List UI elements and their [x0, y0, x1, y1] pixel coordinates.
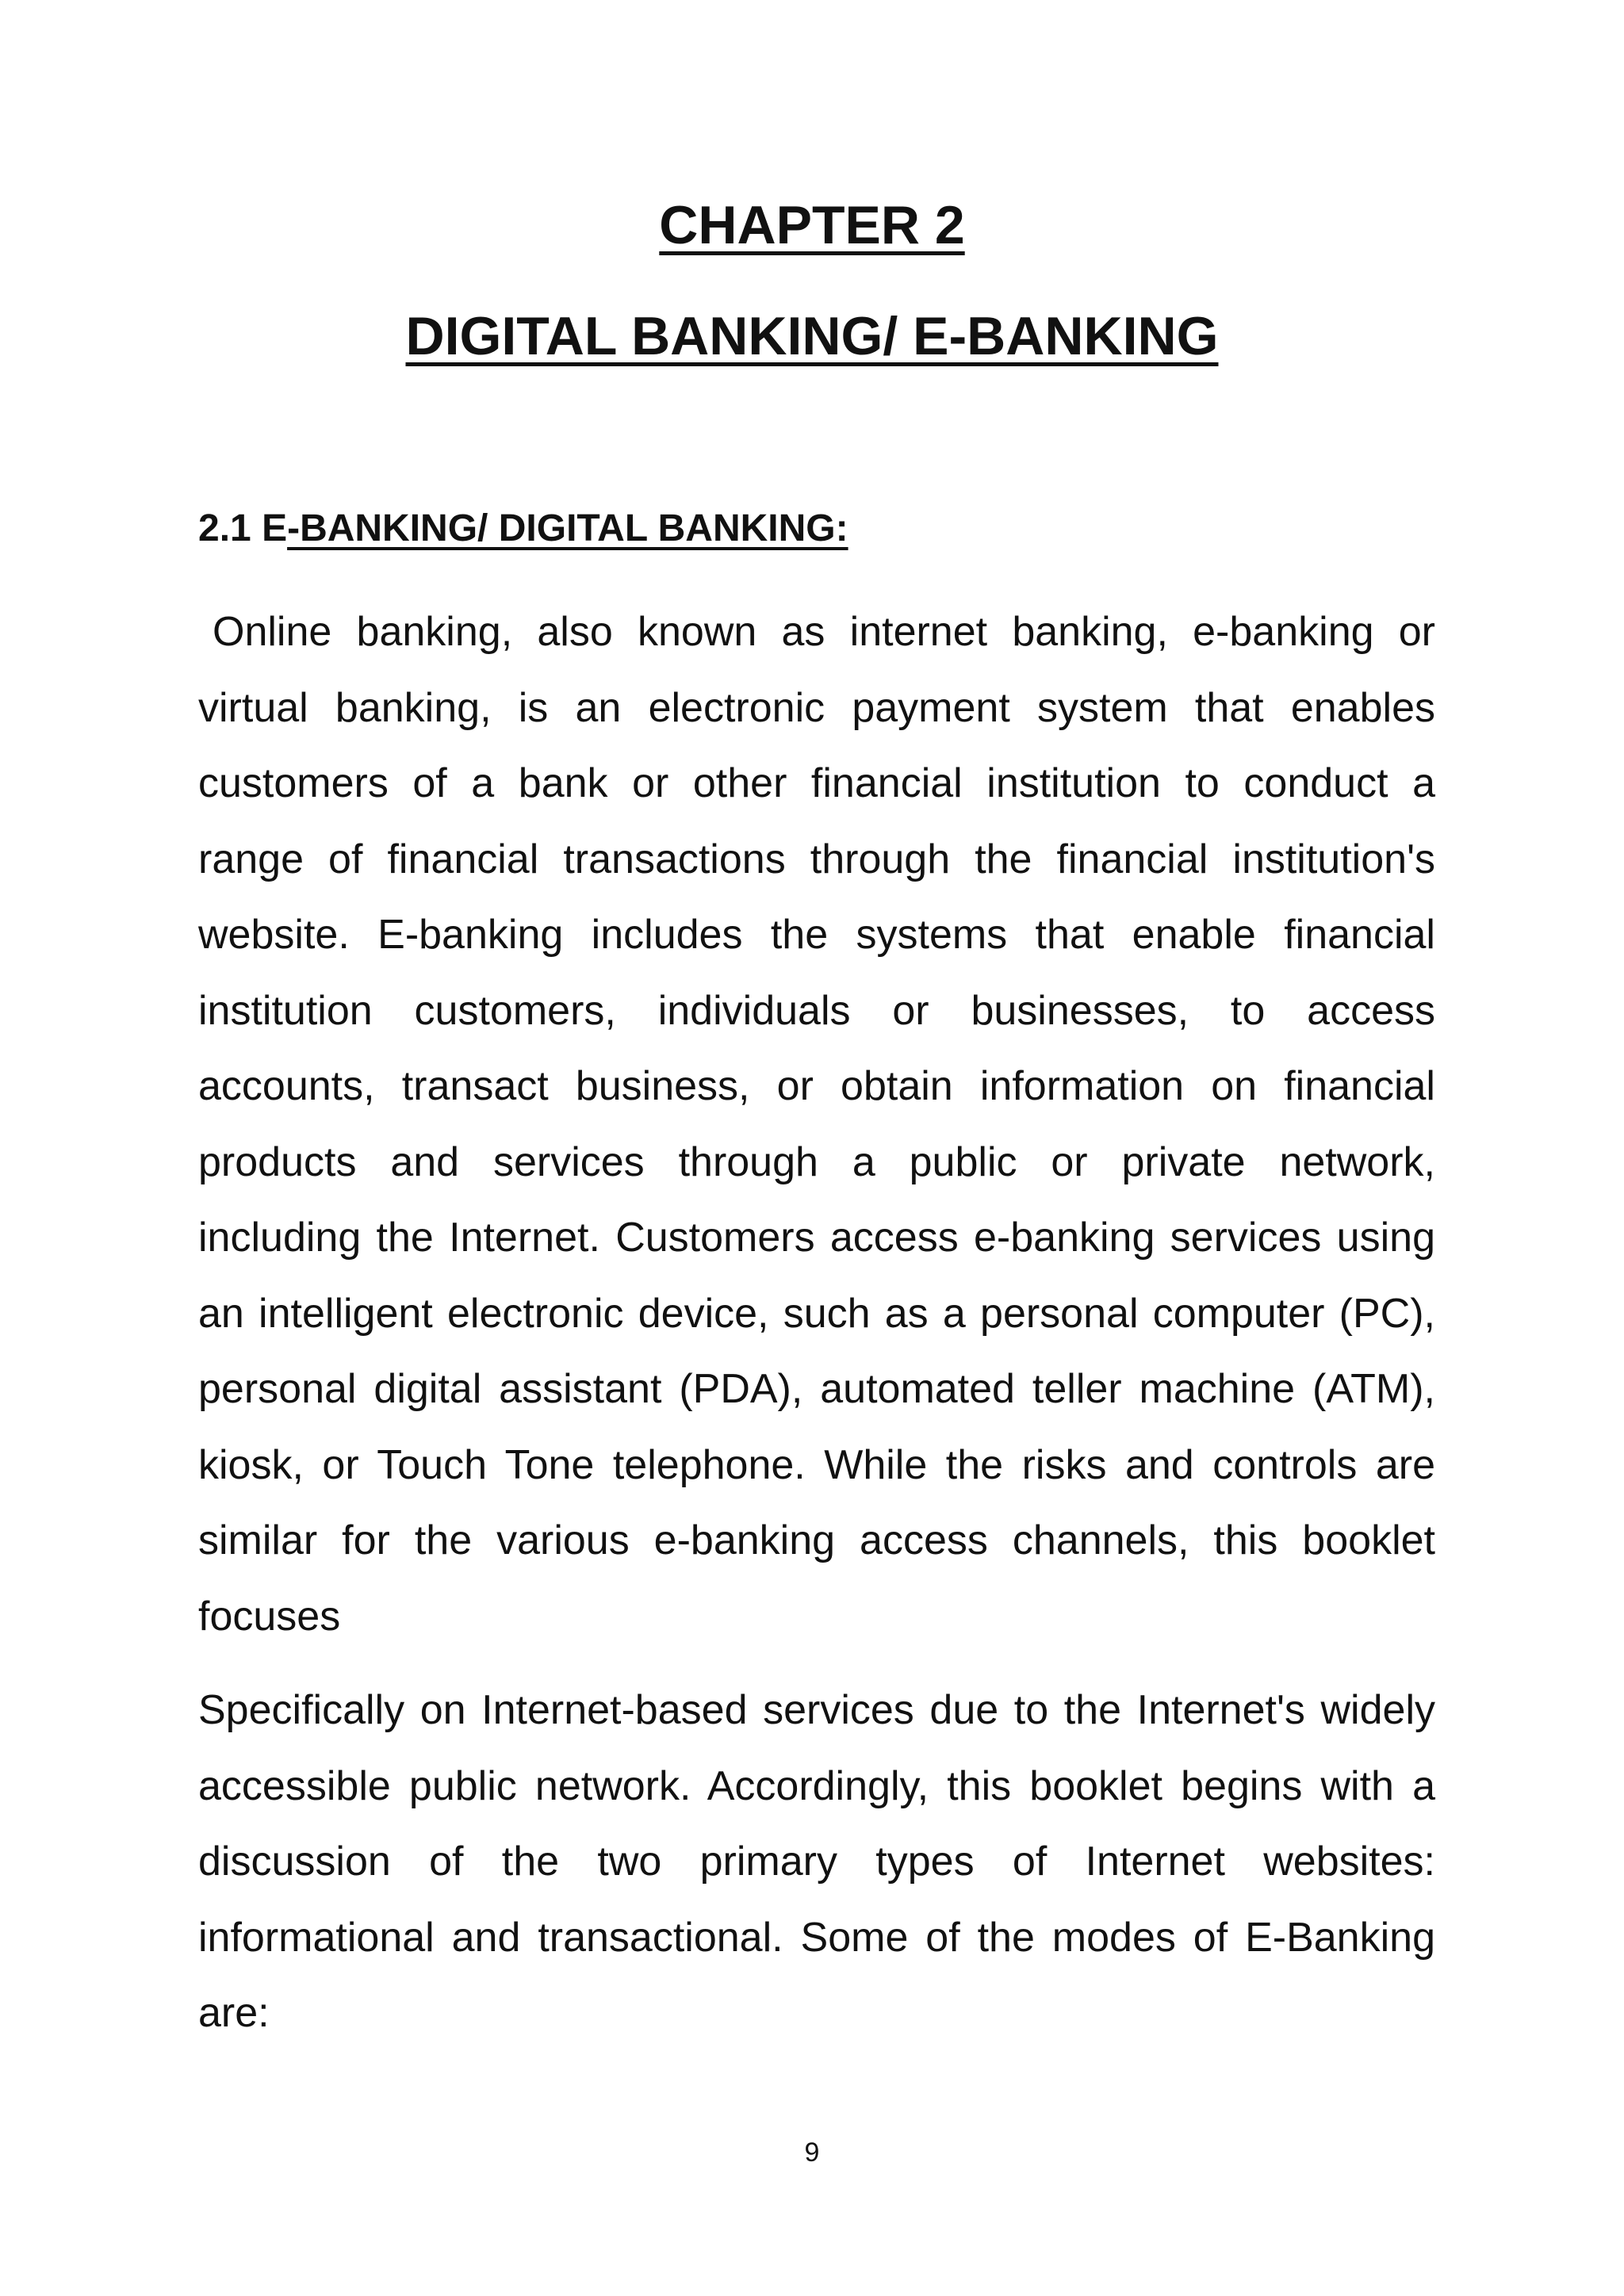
chapter-subtitle [0, 303, 1624, 369]
section-heading-text: -BANKING/ DIGITAL BANKING: [287, 507, 848, 549]
chapter-subtitle-text: DIGITAL BANKING/ E-BANKING [405, 306, 1219, 366]
page-number: 9 [804, 2137, 820, 2168]
chapter-title-text: CHAPTER 2 [659, 195, 965, 255]
section-heading [198, 503, 848, 554]
section-number: 2.1 E [198, 507, 288, 549]
chapter-title [0, 192, 1624, 258]
body-paragraph-2: Specifically on Internet-based services due to the Internet's widely accessible public network. Accordingly, this booklet begins with a discussion of the two primary types of Internet websites: informational and transactional. Some of the modes of E-Banking are: [198, 1687, 1435, 2036]
body-paragraph-1: Online banking, also known as internet banking, e-banking or virtual banking, is an electronic payment system that enables customers of a bank or other financial institution to conduct a range of financial transactions through the financial institution's website. E-banking includes the systems that enable financial institution customers, individuals or businesses, to access accounts, transact business, or obtain information on financial products and services through a public or private network, including the Internet. Customers access e-banking services using an intelligent electronic device, such as a personal computer (PC), personal digital assistant (PDA), automated teller machine (ATM), kiosk, or Touch Tone telephone. While the risks and controls are similar for the various e-banking access channels, this booklet focuses [198, 609, 1435, 1640]
